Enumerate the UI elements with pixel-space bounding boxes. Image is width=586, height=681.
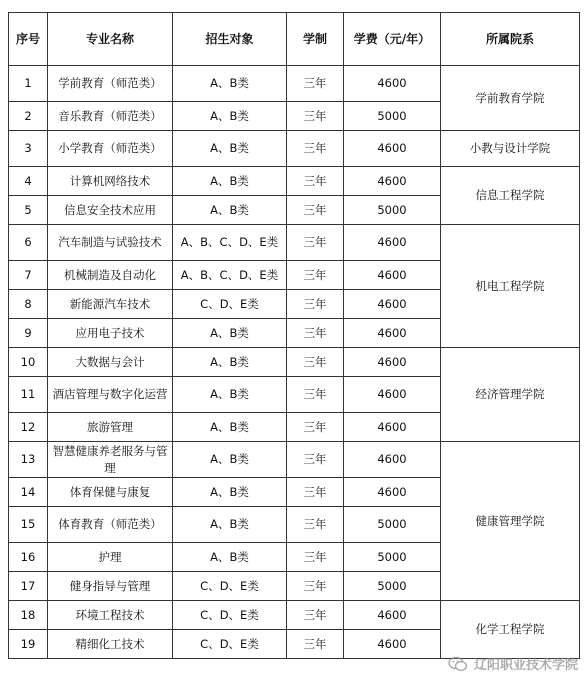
row-target: A、B类 (173, 66, 287, 102)
row-years: 三年 (287, 261, 344, 290)
row-target: A、B类 (173, 196, 287, 225)
row-no: 3 (9, 131, 48, 167)
table-row (9, 131, 580, 167)
row-target: A、B类 (173, 102, 287, 131)
table-header-row (9, 13, 580, 66)
wechat-icon (448, 656, 468, 672)
row-no: 12 (9, 413, 48, 442)
row-major: 机械制造及自动化 (48, 261, 173, 290)
row-target: C、D、E类 (173, 290, 287, 319)
row-fee: 5000 (344, 543, 441, 572)
row-major: 小学教育（师范类） (48, 131, 173, 167)
table-row (9, 66, 580, 102)
table-row (9, 167, 580, 196)
row-target: C、D、E类 (173, 572, 287, 601)
row-major: 学前教育（师范类） (48, 66, 173, 102)
row-fee: 5000 (344, 196, 441, 225)
row-target: A、B类 (173, 319, 287, 348)
row-major: 环境工程技术 (48, 601, 173, 630)
table-row (9, 225, 580, 261)
row-no: 4 (9, 167, 48, 196)
row-fee: 4600 (344, 290, 441, 319)
row-no: 2 (9, 102, 48, 131)
row-major: 汽车制造与试验技术 (48, 225, 173, 261)
row-fee: 5000 (344, 572, 441, 601)
row-years: 三年 (287, 66, 344, 102)
row-major: 精细化工技术 (48, 630, 173, 659)
header-department: 所属院系 (441, 13, 580, 66)
row-fee: 4600 (344, 630, 441, 659)
row-department: 机电工程学院 (441, 225, 580, 348)
row-fee: 4600 (344, 442, 441, 478)
row-target: A、B类 (173, 478, 287, 507)
row-target: A、B类 (173, 543, 287, 572)
row-fee: 5000 (344, 102, 441, 131)
header-major: 专业名称 (48, 13, 173, 66)
row-target: C、D、E类 (173, 601, 287, 630)
row-no: 10 (9, 348, 48, 377)
row-major: 酒店管理与数字化运营 (48, 377, 173, 413)
watermark-text: 辽阳职业技术学院 (473, 658, 578, 673)
table-row (9, 348, 580, 377)
table-row (9, 442, 580, 478)
row-major: 应用电子技术 (48, 319, 173, 348)
row-target: A、B类 (173, 348, 287, 377)
row-no: 16 (9, 543, 48, 572)
row-no: 15 (9, 507, 48, 543)
row-fee: 4600 (344, 261, 441, 290)
row-department: 经济管理学院 (441, 348, 580, 442)
watermark (448, 654, 578, 673)
row-no: 18 (9, 601, 48, 630)
row-target: A、B、C、D、E类 (173, 261, 287, 290)
row-years: 三年 (287, 131, 344, 167)
row-major: 大数据与会计 (48, 348, 173, 377)
row-years: 三年 (287, 601, 344, 630)
row-major: 新能源汽车技术 (48, 290, 173, 319)
row-years: 三年 (287, 196, 344, 225)
row-no: 11 (9, 377, 48, 413)
row-major: 体育保健与康复 (48, 478, 173, 507)
header-no: 序号 (9, 13, 48, 66)
row-no: 1 (9, 66, 48, 102)
header-target: 招生对象 (173, 13, 287, 66)
row-target: A、B类 (173, 413, 287, 442)
row-years: 三年 (287, 348, 344, 377)
row-years: 三年 (287, 290, 344, 319)
row-fee: 4600 (344, 319, 441, 348)
row-fee: 4600 (344, 601, 441, 630)
row-years: 三年 (287, 225, 344, 261)
row-fee: 4600 (344, 348, 441, 377)
row-department: 健康管理学院 (441, 442, 580, 601)
row-years: 三年 (287, 442, 344, 478)
header-years: 学制 (287, 13, 344, 66)
row-no: 6 (9, 225, 48, 261)
row-fee: 4600 (344, 225, 441, 261)
row-department: 学前教育学院 (441, 66, 580, 131)
row-years: 三年 (287, 478, 344, 507)
row-years: 三年 (287, 377, 344, 413)
row-fee: 4600 (344, 167, 441, 196)
row-department: 信息工程学院 (441, 167, 580, 225)
row-major: 信息安全技术应用 (48, 196, 173, 225)
row-no: 9 (9, 319, 48, 348)
row-fee: 5000 (344, 507, 441, 543)
row-no: 7 (9, 261, 48, 290)
row-years: 三年 (287, 413, 344, 442)
row-years: 三年 (287, 507, 344, 543)
row-years: 三年 (287, 630, 344, 659)
row-target: A、B类 (173, 442, 287, 478)
row-no: 14 (9, 478, 48, 507)
row-target: A、B类 (173, 507, 287, 543)
row-major: 健身指导与管理 (48, 572, 173, 601)
row-fee: 4600 (344, 66, 441, 102)
row-target: C、D、E类 (173, 630, 287, 659)
row-fee: 4600 (344, 377, 441, 413)
row-no: 13 (9, 442, 48, 478)
row-years: 三年 (287, 102, 344, 131)
row-fee: 4600 (344, 131, 441, 167)
row-department: 小教与设计学院 (441, 131, 580, 167)
row-target: A、B类 (173, 131, 287, 167)
table-row (9, 601, 580, 630)
row-no: 17 (9, 572, 48, 601)
row-no: 19 (9, 630, 48, 659)
row-major: 智慧健康养老服务与管理 (48, 442, 173, 478)
row-fee: 4600 (344, 413, 441, 442)
row-years: 三年 (287, 319, 344, 348)
row-major: 音乐教育（师范类） (48, 102, 173, 131)
row-no: 8 (9, 290, 48, 319)
row-department: 化学工程学院 (441, 601, 580, 659)
row-no: 5 (9, 196, 48, 225)
row-years: 三年 (287, 543, 344, 572)
row-years: 三年 (287, 572, 344, 601)
row-target: A、B类 (173, 377, 287, 413)
row-target: A、B类 (173, 167, 287, 196)
row-years: 三年 (287, 167, 344, 196)
row-major: 旅游管理 (48, 413, 173, 442)
row-target: A、B、C、D、E类 (173, 225, 287, 261)
row-fee: 4600 (344, 478, 441, 507)
row-major: 计算机网络技术 (48, 167, 173, 196)
row-major: 护理 (48, 543, 173, 572)
row-major: 体育教育（师范类） (48, 507, 173, 543)
header-fee: 学费（元/年） (344, 13, 441, 66)
major-table (8, 12, 580, 659)
